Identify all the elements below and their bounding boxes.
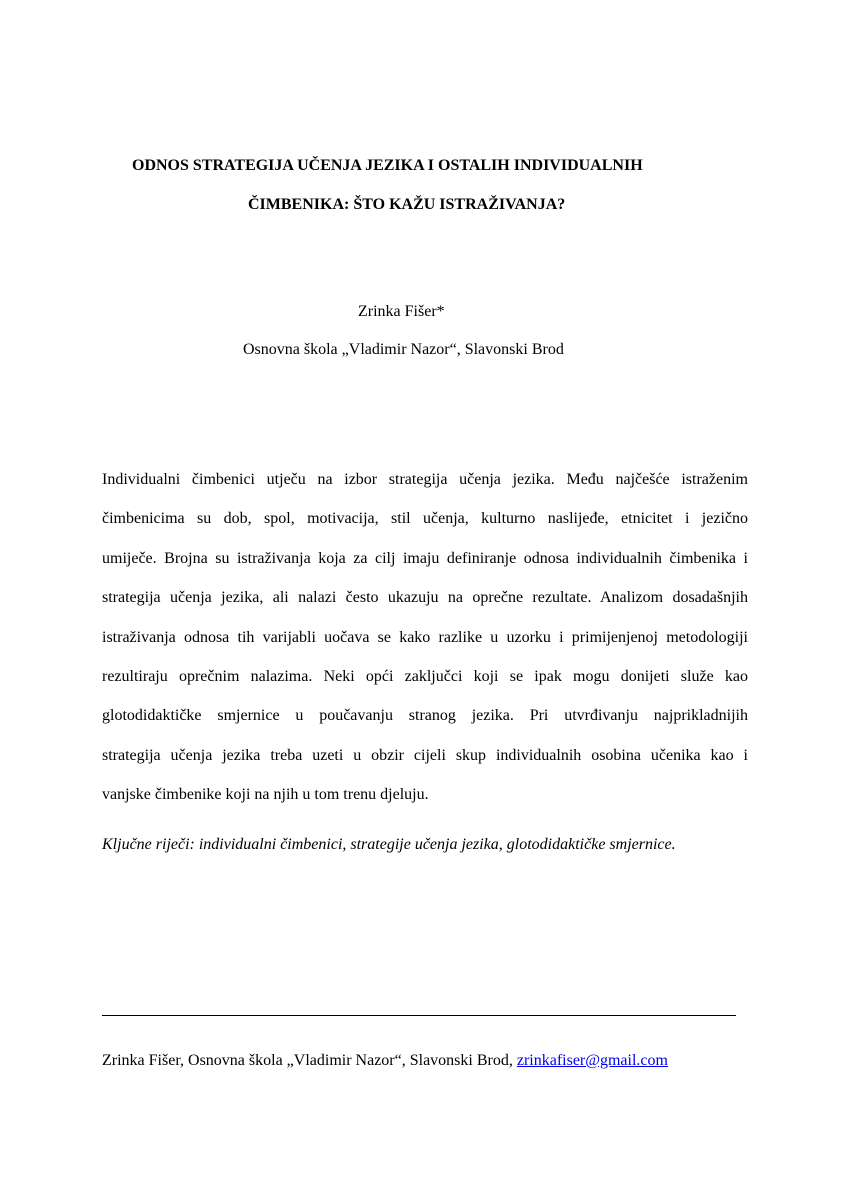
title-line-2: ČIMBENIKA: ŠTO KAŽU ISTRAŽIVANJA? [248, 196, 566, 213]
abstract [102, 460, 748, 815]
author-name: Zrinka Fišer* [358, 303, 445, 320]
footnote-divider [102, 1015, 736, 1016]
abstract-line: glotodidaktičke smjernice u poučavanju stranog jezika. Pri utvrđivanju najprikladnijih [102, 707, 748, 725]
abstract-line: Individualni čimbenici utječu na izbor strategija učenja jezika. Među najčešće istraženim [102, 471, 748, 488]
abstract-line: strategija učenja jezika, ali nalazi često ukazuju na oprečne rezultate. Analizom dosadašnjih [102, 589, 748, 607]
abstract-line: umiječe. Brojna su istraživanja koja za cilj imaju definiranje odnosa individualnih čimbenika i [102, 549, 748, 567]
author-affiliation: Osnovna škola „Vladimir Nazor“, Slavonski Brod [243, 341, 564, 358]
abstract-line: strategija učenja jezika treba uzeti u obzir cijeli skup individualnih osobina učenika kao i [102, 746, 748, 764]
title-line-1: ODNOS STRATEGIJA UČENJA JEZIKA I OSTALIH INDIVIDUALNIH [132, 157, 643, 174]
footnote [102, 1051, 668, 1071]
keywords: Ključne riječi: individualni čimbenici, strategije učenja jezika, glotodidaktičke smjernice. [102, 836, 676, 853]
email-link[interactable]: zrinkafiser@gmail.com [516, 1052, 668, 1069]
abstract-line: istraživanja odnosa tih varijabli uočava se kako razlike u uzorku i primijenjenoj metodologiji [102, 628, 748, 646]
abstract-line: vanjske čimbenike koji na njih u tom trenu djeluju. [102, 786, 429, 804]
footnote-text: Zrinka Fišer, Osnovna škola „Vladimir Nazor“, Slavonski Brod, [102, 1052, 517, 1069]
abstract-line: čimbenicima su dob, spol, motivacija, stil učenja, kulturno naslijeđe, etnicitet i jezično [102, 510, 748, 528]
abstract-line: rezultiraju oprečnim nalazima. Neki opći zaključci koji se ipak mogu donijeti služe kao [102, 667, 748, 685]
